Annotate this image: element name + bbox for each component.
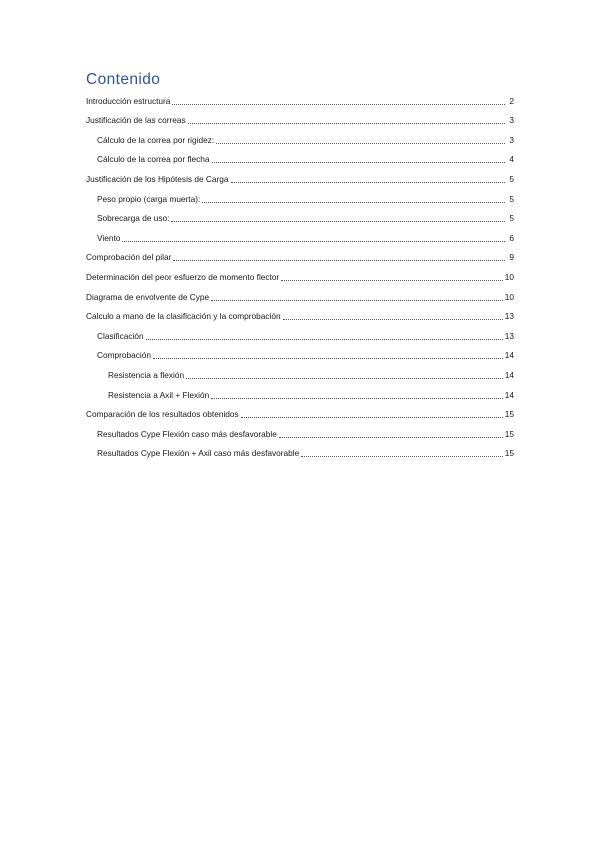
toc-entry-title: Peso propio (carga muerta):: [97, 193, 201, 204]
toc-dot-leader: [172, 103, 505, 105]
toc-dot-leader: [173, 259, 505, 261]
toc-entry-title: Introducción estructura: [86, 95, 171, 106]
toc-entry[interactable]: [97, 231, 514, 245]
toc-entry-title: Cálculo de la correa por flecha: [97, 154, 210, 165]
toc-dot-leader: [241, 416, 503, 418]
toc-entry[interactable]: [86, 94, 514, 108]
toc-page-number: 14: [504, 350, 514, 361]
toc-page-number: 5: [509, 213, 514, 224]
toc-dot-leader: [212, 161, 505, 163]
toc-page-number: 3: [509, 115, 514, 126]
toc-page-number: 13: [504, 311, 514, 322]
toc-entry-title: Cálculo de la correa por rigidez:: [97, 134, 215, 145]
toc-dot-leader: [283, 318, 503, 320]
toc-entry[interactable]: [86, 309, 514, 323]
toc-entry[interactable]: [97, 192, 514, 206]
toc-page-number: 10: [504, 291, 514, 302]
toc-entry-title: Resistencia a Axil + Flexión: [108, 389, 210, 400]
toc-page-number: 15: [504, 428, 514, 439]
toc-entry[interactable]: [86, 250, 514, 264]
toc-page-number: 15: [504, 409, 514, 420]
toc-dot-leader: [171, 220, 505, 222]
toc-page-number: 2: [509, 95, 514, 106]
toc-entry-title: Justificación de las correas: [86, 115, 186, 126]
toc-page-number: 14: [504, 369, 514, 380]
toc-entry[interactable]: [86, 290, 514, 304]
toc-entry-title: Resultados Cype Flexión caso más desfavorable: [97, 428, 277, 439]
toc-dot-leader: [279, 436, 503, 438]
toc-page-number: 10: [504, 271, 514, 282]
toc-entry[interactable]: [97, 133, 514, 147]
toc-entry[interactable]: [108, 368, 514, 382]
toc-entry[interactable]: [86, 407, 514, 421]
toc-page-number: 4: [509, 154, 514, 165]
toc-entry-title: Comprobación del pilar: [86, 252, 172, 263]
toc-dot-leader: [216, 142, 505, 144]
toc-dot-leader: [281, 279, 503, 281]
toc-dot-leader: [231, 181, 505, 183]
toc-page-number: 6: [509, 232, 514, 243]
toc-page-number: 3: [509, 134, 514, 145]
toc-dot-leader: [301, 455, 503, 457]
toc-entry[interactable]: [97, 329, 514, 343]
toc-page-number: 15: [504, 448, 514, 459]
toc-entry-title: Calculo a mano de la clasificación y la comprobación: [86, 311, 281, 322]
toc-entry[interactable]: [86, 172, 514, 186]
toc-entry-title: Justificación de los Hipótesis de Carga: [86, 173, 229, 184]
toc-entry[interactable]: [97, 446, 514, 460]
toc-entry-title: Resultados Cype Flexión + Axil caso más desfavorable: [97, 448, 300, 459]
toc-entry-title: Clasificación: [97, 330, 144, 341]
toc-entry[interactable]: [108, 388, 514, 402]
toc-page-number: 5: [509, 173, 514, 184]
toc-entry-title: Comparación de los resultados obtenidos: [86, 409, 239, 420]
toc-heading: Contenido: [86, 71, 161, 88]
toc-dot-leader: [211, 299, 503, 301]
toc-page-number: 5: [509, 193, 514, 204]
toc-entry-title: Sobrecarga de uso:: [97, 213, 170, 224]
toc-entry-title: Resistencia a flexión: [108, 369, 185, 380]
toc-entry-title: Diagrama de envolvente de Cype: [86, 291, 210, 302]
toc-entry[interactable]: [86, 113, 514, 127]
toc-entry-title: Determinación del peor esfuerzo de momento flector: [86, 271, 280, 282]
toc-dot-leader: [202, 201, 505, 203]
toc-dot-leader: [211, 397, 503, 399]
toc-page-number: 14: [504, 389, 514, 400]
toc-entry[interactable]: [86, 270, 514, 284]
toc-page-number: 9: [509, 252, 514, 263]
toc-dot-leader: [122, 240, 505, 242]
toc-dot-leader: [186, 377, 503, 379]
toc-entry[interactable]: [97, 211, 514, 225]
toc-entry[interactable]: [97, 152, 514, 166]
toc-dot-leader: [188, 122, 505, 124]
toc-dot-leader: [153, 357, 503, 359]
toc-entry-title: Comprobación: [97, 350, 151, 361]
toc-entry[interactable]: [97, 348, 514, 362]
toc-dot-leader: [146, 338, 503, 340]
toc-page-number: 13: [504, 330, 514, 341]
toc-entry[interactable]: [97, 427, 514, 441]
toc-entry-title: Viento: [97, 232, 121, 243]
